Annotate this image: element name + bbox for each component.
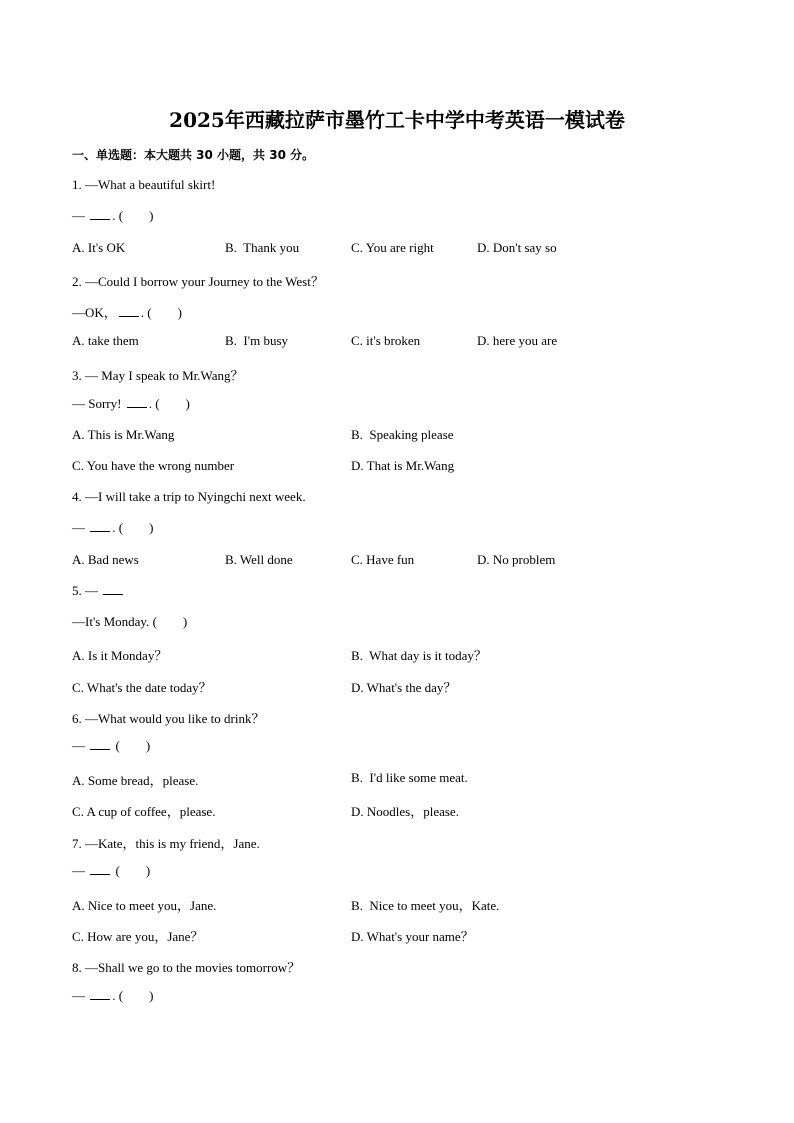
- question-1-option-d: D. Don't say so: [477, 240, 557, 255]
- question-6-option-d: D. Noodles，please.: [351, 804, 459, 819]
- answer-blank: [90, 521, 110, 532]
- question-5-option-b: B. What day is it today？: [351, 648, 487, 663]
- reply-prefix: —: [72, 738, 89, 753]
- stem-text: 5. —: [72, 583, 102, 598]
- question-4-reply: [72, 520, 153, 536]
- question-1-stem: 1. —What a beautiful skirt!: [72, 177, 216, 192]
- reply-prefix: —: [72, 863, 89, 878]
- question-1-option-b: B. Thank you: [225, 240, 300, 255]
- question-5-option-c: C. What's the date today？: [72, 680, 212, 695]
- question-1-reply: [72, 208, 153, 224]
- reply-prefix: — Sorry!: [72, 396, 125, 411]
- question-5-reply: —It's Monday. ( ): [72, 614, 188, 629]
- answer-blank: [127, 397, 147, 408]
- reply-suffix: . ( ): [112, 208, 154, 223]
- question-4-option-c: C. Have fun: [351, 552, 415, 567]
- reply-suffix: ( ): [112, 863, 151, 878]
- section-heading: 一、单选题：本大题共 30 小题，共 30 分。: [72, 148, 315, 162]
- page-title: 2025年西藏拉萨市墨竹工卡中学中考英语一模试卷: [169, 108, 625, 132]
- question-7-option-a: A. Nice to meet you，Jane.: [72, 898, 217, 913]
- answer-blank: [119, 306, 139, 317]
- reply-prefix: —: [72, 988, 89, 1003]
- question-3-option-c: C. You have the wrong number: [72, 458, 235, 473]
- answer-blank: [90, 989, 110, 1000]
- reply-suffix: . ( ): [148, 396, 190, 411]
- question-1-option-a: A. It's OK: [72, 240, 126, 255]
- reply-prefix: —: [72, 520, 89, 535]
- reply-suffix: ( ): [112, 738, 151, 753]
- reply-suffix: . ( ): [112, 520, 154, 535]
- question-8-reply: [72, 988, 153, 1004]
- question-2-stem: 2. —Could I borrow your Journey to the West？: [72, 274, 324, 289]
- question-2-option-b: B. I'm busy: [225, 333, 289, 348]
- question-3-option-d: D. That is Mr.Wang: [351, 458, 455, 473]
- question-7-option-d: D. What's your name？: [351, 929, 474, 944]
- question-2-option-d: D. here you are: [477, 333, 558, 348]
- question-5-option-d: D. What's the day？: [351, 680, 457, 695]
- reply-suffix: . ( ): [140, 305, 182, 320]
- question-4-stem: 4. —I will take a trip to Nyingchi next week.: [72, 489, 306, 504]
- question-4-option-d: D. No problem: [477, 552, 556, 567]
- question-3-reply: [72, 396, 190, 412]
- question-1-option-c: C. You are right: [351, 240, 434, 255]
- question-6-option-c: C. A cup of coffee，please.: [72, 804, 216, 819]
- reply-suffix: . ( ): [112, 988, 154, 1003]
- question-7-option-c: C. How are you，Jane？: [72, 929, 204, 944]
- question-3-option-b: B. Speaking please: [351, 427, 454, 442]
- question-6-reply: [72, 738, 150, 754]
- question-6-option-b: B. I'd like some meat.: [351, 770, 468, 785]
- question-4-option-b: B. Well done: [225, 552, 293, 567]
- question-7-stem: 7. —Kate，this is my friend，Jane.: [72, 836, 260, 851]
- question-2-option-c: C. it's broken: [351, 333, 421, 348]
- reply-prefix: —OK，: [72, 305, 117, 320]
- question-2-option-a: A. take them: [72, 333, 139, 348]
- reply-prefix: —: [72, 208, 89, 223]
- question-7-reply: [72, 863, 150, 879]
- question-6-option-a: A. Some bread，please.: [72, 773, 199, 788]
- question-3-stem: 3. — May I speak to Mr.Wang？: [72, 368, 244, 383]
- question-7-option-b: B. Nice to meet you，Kate.: [351, 898, 500, 913]
- answer-blank: [90, 864, 110, 875]
- answer-blank: [90, 209, 110, 220]
- question-5-stem: [72, 583, 125, 599]
- answer-blank: [90, 739, 110, 750]
- question-4-option-a: A. Bad news: [72, 552, 139, 567]
- question-5-option-a: A. Is it Monday？: [72, 648, 168, 663]
- question-3-option-a: A. This is Mr.Wang: [72, 427, 175, 442]
- question-6-stem: 6. —What would you like to drink？: [72, 711, 265, 726]
- answer-blank: [103, 584, 123, 595]
- question-8-stem: 8. —Shall we go to the movies tomorrow？: [72, 960, 301, 975]
- question-2-reply: [72, 302, 182, 321]
